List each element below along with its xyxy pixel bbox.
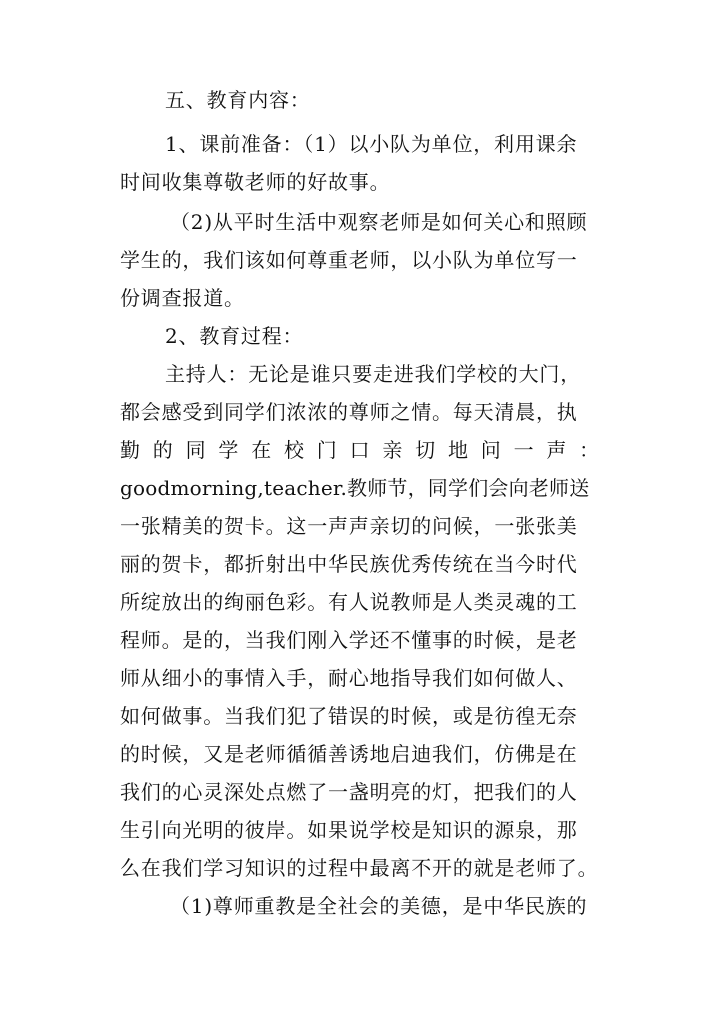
paragraph-line: 程师。是的，当我们刚入学还不懂事的时候，是老 bbox=[120, 628, 578, 652]
paragraph-line: 一张精美的贺卡。这一声声亲切的问候，一张张美 bbox=[120, 514, 578, 538]
paragraph-line: 1、课前准备：（1）以小队为单位，利用课余 bbox=[165, 132, 578, 156]
paragraph-line: goodmorning,teacher.教师节，同学们会向老师送 bbox=[120, 476, 590, 500]
paragraph-line: 丽的贺卡，都折射出中华民族优秀传统在当今时代 bbox=[120, 552, 578, 576]
paragraph-line: 都会感受到同学们浓浓的尊师之情。每天清晨，执 bbox=[120, 400, 578, 424]
text-char: 门 bbox=[316, 438, 338, 462]
paragraph-line: （1)尊师重教是全社会的美德，是中华民族的 bbox=[170, 894, 588, 918]
text-char: 同 bbox=[185, 438, 207, 462]
text-char: ： bbox=[579, 438, 600, 462]
text-char: 声 bbox=[546, 438, 568, 462]
paragraph-line: 学生的，我们该如何尊重老师，以小队为单位写一 bbox=[120, 248, 578, 272]
paragraph-line: 份调查报道。 bbox=[120, 286, 245, 310]
text-char: 学 bbox=[218, 438, 240, 462]
text-char: 问 bbox=[480, 438, 502, 462]
paragraph-line: 的时候，又是老师循循善诱地启迪我们，仿佛是在 bbox=[120, 742, 578, 766]
text-char: 校 bbox=[283, 438, 305, 462]
paragraph-line-spread bbox=[120, 430, 600, 470]
paragraph-line: 我们的心灵深处点燃了一盏明亮的灯，把我们的人 bbox=[120, 780, 578, 804]
paragraph-line: 时间收集尊敬老师的好故事。 bbox=[120, 170, 391, 194]
text-char: 在 bbox=[251, 438, 272, 462]
paragraph-line: （2)从平时生活中观察老师是如何关心和照顾 bbox=[170, 210, 588, 234]
section-heading-education-process: 2、教育过程： bbox=[165, 324, 304, 348]
text-char: 口 bbox=[349, 438, 371, 462]
paragraph-line: 主持人：无论是谁只要走进我们学校的大门， bbox=[165, 362, 581, 386]
section-heading-education-content: 五、教育内容： bbox=[165, 88, 311, 112]
text-char: 勤 bbox=[120, 438, 141, 462]
text-char: 亲 bbox=[382, 438, 404, 462]
paragraph-line: 所绽放出的绚丽色彩。有人说教师是人类灵魂的工 bbox=[120, 590, 578, 614]
text-char: 的 bbox=[152, 438, 174, 462]
paragraph-line: 如何做事。当我们犯了错误的时候，或是彷徨无奈 bbox=[120, 704, 578, 728]
text-char: 地 bbox=[447, 438, 469, 462]
text-char: 切 bbox=[415, 438, 436, 462]
text-char: 一 bbox=[513, 438, 535, 462]
paragraph-line: 么在我们学习知识的过程中最离不开的就是老师了。 bbox=[120, 856, 599, 880]
paragraph-line: 生引向光明的彼岸。如果说学校是知识的源泉，那 bbox=[120, 818, 578, 842]
paragraph-line: 师从细小的事情入手，耐心地指导我们如何做人、 bbox=[120, 666, 578, 690]
